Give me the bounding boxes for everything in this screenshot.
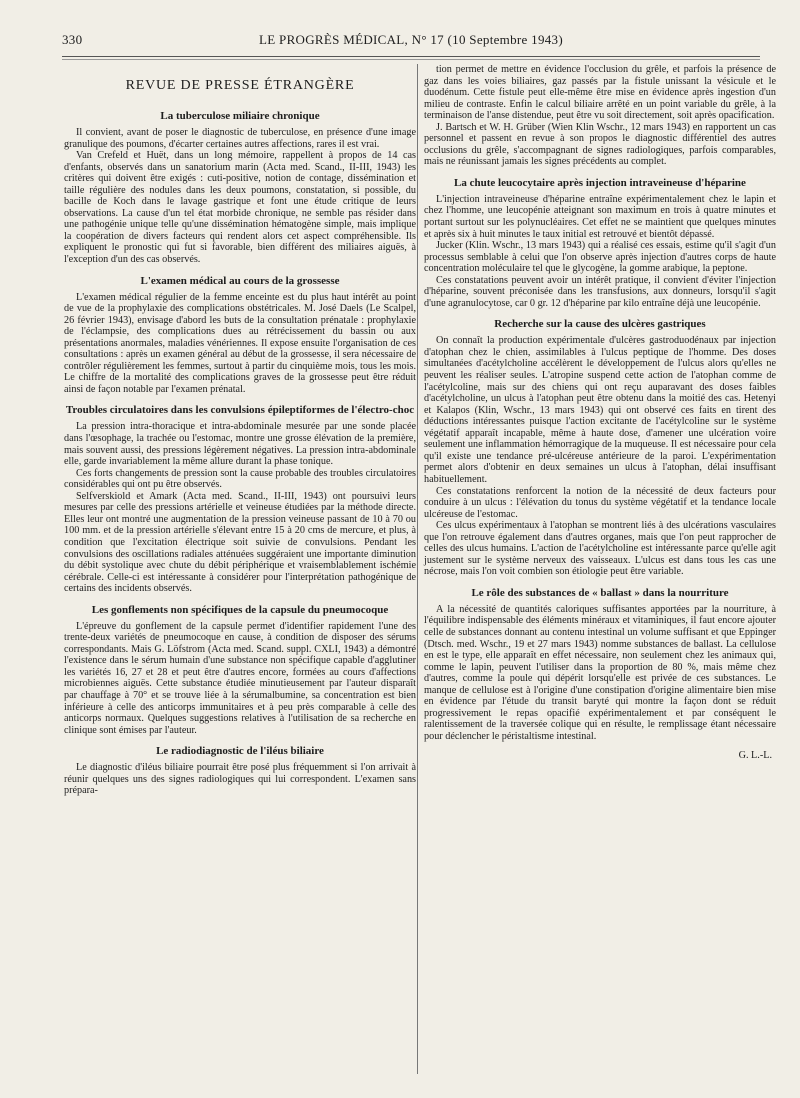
article (64, 275, 416, 396)
article (64, 110, 416, 266)
article-title: La tuberculose miliaire chronique (160, 110, 320, 122)
article-paragraph: Van Crefeld et Huët, dans un long mémoire, rappellent à propos de 14 cas d'enfants, observés dans un sanatorium marin (Acta med. Scand., II-III, 1943) les critères qui doivent être exigés : cuti-positive, notion de contage, dissémination et taille régulière des nodules dans les deux poumons, constatation, si possible, du bacille de Koch dans le lavage gastrique et font une étude critique de leurs observations. La cause d'un tel état morbide chronique, ne semble pas résider dans une pathogénie unique telle qu'une dissémination hématogène simple, mais implique la coopération de divers facteurs qui rendent alors cet aspect compréhensible. Ils expliquent le pronostic qui fut si favorable, bien différent des miliaires aiguës, à l'exception d'un des cas observés. (64, 150, 416, 266)
article-title: La chute leucocytaire après injection intraveineuse d'héparine (454, 176, 746, 189)
article (424, 587, 776, 743)
section-heading: REVUE DE PRESSE ÉTRANGÈRE (125, 78, 355, 93)
article-paragraph: Ces constatations renforcent la notion de la nécessité de deux facteurs pour conduire à un ulcus : l'élévation du tonus du système végétatif et la tendance locale ulcéreuse de l'estomac. (424, 485, 776, 520)
article-paragraph: L'injection intraveineuse d'héparine entraîne expérimentalement chez le lapin et chez l'homme, une leucopénie atteignant son maximum en trois à quatre minutes et portant surtout sur les polynucléaires. Cet effet ne se maintient que quelques minutes et après six à huit minutes le taux initial est retrouvé et bientôt dépassé. (424, 193, 776, 240)
article-paragraph: A la nécessité de quantités caloriques suffisantes apportées par la nourriture, à l'équilibre indispensable des éléments minéraux et vitaminiques, il faut encore ajouter celle de substances donnant au contenu intestinal un volume suffisant et que Eppinger (Dtsch. med. Wschr., 19 et 27 mars 1943) nomme substances de ballast. La cellulose en est le type, elle apparaît en effet nécessaire, non seulement chez les animaux qui, comme le lapin, peuvent l'utiliser dans la proportion de 80 %, mais même chez d'autres, comme la poule qui dépérit lorsqu'elle est privée de ces substances. Le manque de cellulose est à l'origine d'une constipation d'origine alimentaire bien mise en évidence par l'étude du transit baryté qui montre la façon dont se réduit progressivement le repas opacifié expérimentalement et par conséquent le ralentissement de la traversée colique qui en résulte, le remplissage étant nécessaire pour déclencher le péristaltisme intestinal. (424, 603, 776, 742)
article-title: Le rôle des substances de « ballast » dans la nourriture (471, 586, 729, 599)
article-paragraph: Ces constatations peuvent avoir un intérêt pratique, il convient d'éviter l'injection d'héparine, souvent préconisée dans les transfusions, aux donneurs, lorsqu'il s'agit d'une agranulocytose, car 0 gr. 12 d'héparine par kilo entraîne déjà une leucopénie. (424, 274, 776, 309)
article (424, 64, 776, 168)
right-column (424, 64, 776, 762)
page-number: 330 (62, 32, 83, 47)
article-paragraph: Jucker (Klin. Wschr., 13 mars 1943) qui a réalisé ces essais, estime qu'il s'agit d'un processus semblable à celui que l'on observe après injection d'autres corps de haute concentration moléculaire tel que le glycogène, la gomme arabique, la peptone. (424, 240, 776, 275)
article (64, 745, 416, 797)
article (64, 604, 416, 736)
article (424, 318, 776, 577)
article-title: L'examen médical au cours de la grossesse (140, 274, 340, 287)
header-rule (62, 56, 760, 57)
article-paragraph: J. Bartsch et W. H. Grüber (Wien Klin Wschr., 12 mars 1943) en rapportent un cas personnel et passent en revue à son propos le diagnostic différentiel des autres occlusions du grêle, s'accompagnant de signes radiologiques, parfois comparables, mais ne réunissant jamais les signes précédents au complet. (424, 121, 776, 168)
article-paragraph: La pression intra-thoracique et intra-abdominale mesurée par une sonde placée dans l'œsophage, la trachée ou l'estomac, montre une grosse élévation de la première, mais souvent aussi, des pressions légèrement négatives. La pression intra-abdominale elle, garde invariablement la même allure durant la phase tonique. (64, 421, 416, 468)
article-title: Recherche sur la cause des ulcères gastriques (494, 318, 706, 331)
left-column (64, 64, 416, 797)
author-signature: G. L.-L. (738, 750, 772, 762)
header-rule-double (62, 59, 760, 60)
article-paragraph: Ces forts changements de pression sont la cause probable des troubles circulatoires considérables qui ont pu être observés. (64, 467, 416, 491)
running-title: LE PROGRÈS MÉDICAL, N° 17 (10 Septembre 1943) (259, 32, 563, 47)
article-paragraph: On connaît la production expérimentale d'ulcères gastroduodénaux par injection d'atophan chez le chien, assimilables à l'ulcus peptique de l'homme. Des doses simultanées d'acétylcholine accélèrent le développement de l'ulcus alors qu'elles ne peuvent les réaliser seules. L'atropine suspend cette action de l'atophan comme de l'acétylcoline, mais sur des chiens qui ont reçu auparavant des doses faibles d'acétylcholine, un ulcus à l'atophan peut être obtenu dans la moitié des cas. Hetenyi et Kalapos (Klin, Wschr., 13 mars 1943) qui ont observé ces faits en tirent des déductions intéressantes puisque l'action excitante de l'acétylcoline sur le système végétatif apparaît incapable, même à haute dose, d'amener une ulcération voire seulement une inflammation hémorragique de la muqueuse. Il est nécessaire pour cela qu'il existe une tendance pré-ulcéreuse antérieure de la paroi. L'expérimentation permet alors d'obtenir en deux semaines un ulcus à l'atophan, délai insuffisant habituellement. (424, 335, 776, 485)
article-paragraph: L'examen médical régulier de la femme enceinte est du plus haut intérêt au point de vue de la prophylaxie des complications obstétricales. M. José Daels (Le Scalpel, 26 février 1943), envisage d'abord les buts de la consultation prénatale : prophylaxie de l'éclampsie, des complications dues au rétrécissement du bassin ou aux présentations anormales, maladies vénériennes. Il expose ensuite l'organisation de ces consultations : après un examen général au début de la grossesse, il sera nécessaire de contrôler régulièrement les femmes, surtout à partir du cinquième mois, tous les mois. Le chiffre de la mortalité des complications graves de la grossesse peut être réduit ainsi de façon notable par l'examen prénatal. (64, 291, 416, 395)
running-header (62, 32, 760, 54)
article-title: Les gonflements non spécifiques de la capsule du pneumocoque (91, 603, 389, 616)
article-paragraph: Selfverskiold et Amark (Acta med. Scand., II-III, 1943) ont poursuivi leurs mesures par celle des pressions artérielle et veineuse étudiées par la méthode directe. Elles leur ont montré une augmentation de la pression veineuse passant de 10 à 70 ou 100 mm. et de la pression artérielle s'élevant entre 15 à 20 cms de mercure, et plus, à condition que l'excitation électrique soit suivie de convulsions. Pendant les convulsions des oscillations radiales atténuées suggéraient une importante diminution du débit systolique avec chute du débit périphérique et vraisemblablement ischémie cérébrale. Celle-ci est intéressante à considérer pour l'interprétation pathogénique de certains des incidents observés. (64, 490, 416, 595)
article-title: Troubles circulatoires dans les convulsions épileptiformes de l'électro-choc (65, 404, 415, 417)
article-paragraph: Il convient, avant de poser le diagnostic de tuberculose, en présence d'une image granulique des poumons, d'écarter certaines autres affections, rares il est vrai. (64, 127, 416, 150)
article (64, 404, 416, 594)
article-paragraph: Le diagnostic d'iléus biliaire pourrait être posé plus fréquemment si l'on arrivait à réunir quelques uns des signes radiologiques qui lui correspondent. L'examen sans prépara- (64, 762, 416, 797)
column-divider (417, 64, 418, 1074)
article-paragraph: Ces ulcus expérimentaux à l'atophan se montrent liés à des ulcérations vasculaires que l'on retrouve également dans d'autres organes, mais que l'on peut rapprocher de celles des ulcus humains. L'action de l'acétylcholine est intéressante parce qu'elle agit justement sur le système nerveux des vaisseaux. L'ulcus est dans tous les cas une nécrose, mais l'on voit combien son étiologie peut être variable. (424, 520, 776, 578)
article-paragraph: L'épreuve du gonflement de la capsule permet d'identifier rapidement l'une des trente-deux variétés de pneumocoque en cause, à condition de disposer des sérums correspondants. Mais G. Löfstrom (Acta med. Scand. suppl. CXLI, 1943) a démontré l'existence dans le sérum humain d'une substance non spécifique capable d'agglutiner les variétés 16, 27 et 28 et peut être d'autres encore, formées au cours d'affections microbiennes aiguës. Cette substance étudiée minutieusement par l'auteur disparaît par chauffage à 70° et se trouve liée à la sérumalbumine, sa concentration est bien inférieure à celle des anticorps immunitaires et à peu près comparable à celle des anticorps normaux. Quelques suggestions relatives à l'utilisation de sa recherche en clinique sont émises par l'auteur. (64, 620, 416, 736)
article-title: Le radiodiagnostic de l'iléus biliaire (156, 745, 324, 758)
article (424, 177, 776, 309)
article-paragraph: tion permet de mettre en évidence l'occlusion du grêle, et parfois la présence de gaz dans les voies biliaires, gaz passés par la fistule unissant la vésicule et le duodénum. Cette fistule peut elle-même être mise en évidence après ingestion d'un milieu de contraste. Enfin le calcul biliaire arrêté en un point variable du grêle, à la terminaison de l'anse distendue, peut être vu soit directement, soit après opacification. (424, 64, 776, 122)
